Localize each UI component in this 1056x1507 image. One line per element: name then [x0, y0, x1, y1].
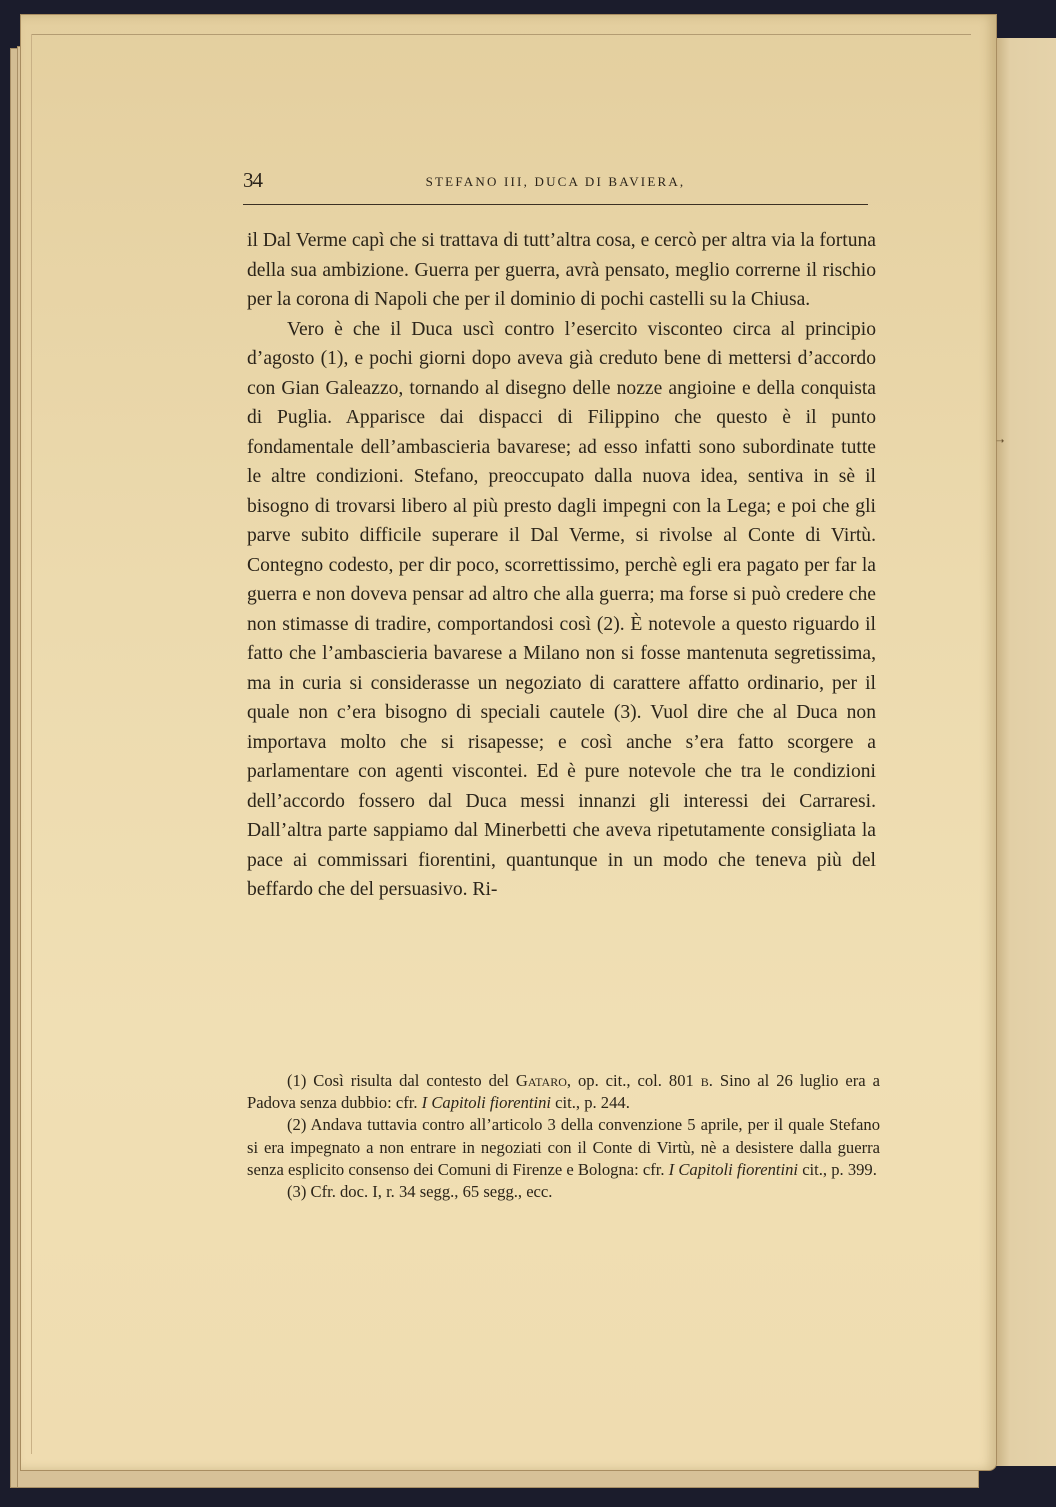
footnotes — [247, 1070, 880, 1203]
footnote-text: (2) Andava tuttavia contro all’articolo 3 della convenzione 5 aprile, per il quale Stefano si era impegnato a non entrare in negoziati con il Conte di Virtù, nè a desistere dalla guerra senza esplicito consenso dei Comuni di Firenze e Bologna: cfr. — [247, 1115, 880, 1179]
page-border-top — [31, 34, 971, 35]
work-title: I Capitoli fiorentini — [668, 1159, 799, 1179]
binding-thread-icon: ➝ — [996, 436, 1005, 447]
paragraph: Vero è che il Duca uscì contro l’esercito visconteo circa al principio d’agosto (1), e pochi giorni dopo aveva già creduto bene di mettersi d’accordo con Gian Galeazzo, tornando al disegno delle nozze angioine e della conquista di Puglia. Apparisce dai dispacci di Filippino che questo è il punto fondamentale dell’ambascieria bavarese; ad esso infatti sono subordinate tutte le altre condizioni. Stefano, preoccupato dalla nuova idea, sentiva in sè il bisogno di trovarsi libero al più presto dagli impegni con la Lega; e poi che gli parve subito difficile superare il Dal Verme, si rivolse al Conte di Virtù. Contegno codesto, per dir poco, scorrettissimo, perchè egli era pagato per far la guerra e non doveva pensar ad altro che alla guerra; ma forse si può credere che non stimasse di tradire, comportandosi così (2). È notevole a questo riguardo il fatto che l’ambascieria bavarese a Milano non si fosse mantenuta segretissima, ma in curia si considerasse un negoziato di carattere affatto ordinario, per il quale non c’era bisogno di speciali cautele (3). Vuol dire che al Duca non importava molto che si risapesse; e così anche s’era fatto scorgere a parlamentare con agenti viscontei. Ed è pure notevole che tra le condizioni dell’accordo fossero dal Duca messi innanzi gli interessi dei Carraresi. Dall’altra parte sappiamo dal Minerbetti che aveva ripetutamente consigliata la pace ai commissari fiorentini, quantunque in un modo che teneva più del beffardo che del persuasivo. Ri- — [247, 318, 876, 900]
footnote-text: cit., p. 244. — [551, 1093, 630, 1113]
footnote-2 — [247, 1114, 880, 1181]
footnote-text: (1) Così risulta dal contesto del — [287, 1071, 516, 1090]
main-text — [247, 226, 876, 905]
paragraph: il Dal Verme capì che si trattava di tutt’altra cosa, e cercò per altra via la fortuna della sua ambizione. Guerra per guerra, avrà pensato, meglio correrne il rischio per la corona di Napoli che per il dominio di pochi castelli su la Chiusa. — [247, 230, 876, 310]
header-rule — [243, 204, 868, 205]
column-letter: b — [700, 1071, 709, 1090]
page-number: 34 — [243, 168, 262, 192]
footnote-text: cit., p. 399. — [798, 1159, 877, 1179]
page-header — [243, 168, 868, 194]
work-title: I Capitoli fiorentini — [421, 1093, 552, 1113]
running-title: STEFANO III, DUCA DI BAVIERA, — [425, 174, 686, 189]
footnote-3 — [247, 1181, 880, 1203]
facing-page-edge — [995, 38, 1056, 1466]
footnote-text: , op. cit., col. 801 — [566, 1071, 701, 1090]
page-border-left — [31, 34, 32, 1454]
author-name: Gataro — [515, 1071, 567, 1090]
footnote-text: . Sino al 26 luglio era a Padova senza dubbio: cfr. — [247, 1071, 880, 1113]
footnote-text: (3) Cfr. doc. I, r. 34 segg., 65 segg., ecc. — [287, 1182, 553, 1202]
footnote-1 — [247, 1070, 880, 1114]
